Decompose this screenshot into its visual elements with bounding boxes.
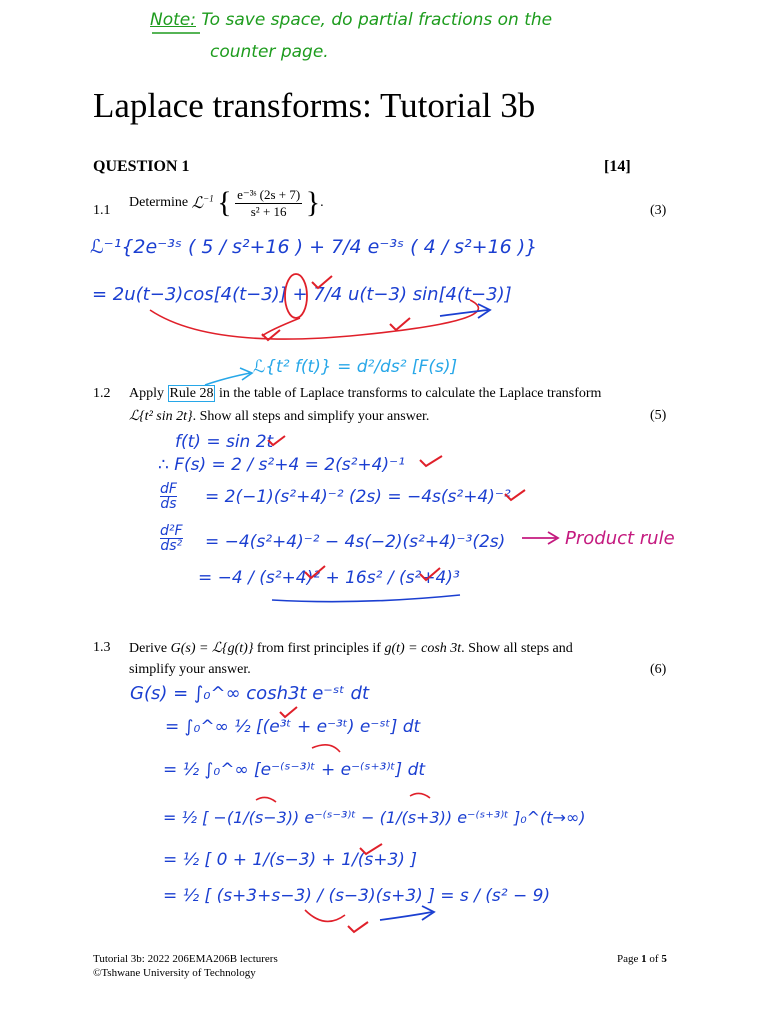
product-rule-note: Product rule xyxy=(565,528,675,549)
q1-1-number: 1.1 xyxy=(93,203,111,218)
footer-left-2: ©Tshwane University of Technology xyxy=(93,967,256,979)
red-arc-6 xyxy=(305,910,345,921)
footer-left-1: Tutorial 3b: 2022 206EMA206B lecturers xyxy=(93,953,278,965)
blue-underline xyxy=(272,595,460,602)
answer-1-2-line-2: ∴ F(s) = 2 / s²+4 = 2(s²+4)⁻¹ xyxy=(158,455,405,475)
brace-open: { xyxy=(217,186,232,219)
tick-mark xyxy=(262,330,280,340)
red-arc-4 xyxy=(256,797,276,802)
question-total: [14] xyxy=(604,158,631,175)
q1-2-text xyxy=(129,386,601,402)
blue-arrow xyxy=(440,310,488,316)
cyan-arrow xyxy=(205,373,250,385)
brace-close: } xyxy=(305,186,321,219)
tick-mark xyxy=(390,318,410,330)
q1-2-expression: ℒ{t² sin 2t} xyxy=(129,409,193,424)
answer-1-1-line-2: = 2u(t−3)cos[4(t−3)] + 7/4 u(t−3) sin[4(t−3)] xyxy=(92,284,512,305)
answer-1-3-line-3: = ½ ∫₀^∞ [e⁻⁽ˢ⁻³⁾ᵗ + e⁻⁽ˢ⁺³⁾ᵗ] dt xyxy=(163,760,426,780)
answer-1-3-line-2: = ∫₀^∞ ½ [(e³ᵗ + e⁻³ᵗ) e⁻ˢᵗ] dt xyxy=(165,717,421,737)
red-arc-2 xyxy=(262,318,300,336)
q1-1-numerator: e⁻³ˢ (2s + 7) xyxy=(237,186,301,202)
tick-mark xyxy=(280,707,297,717)
q1-3-number: 1.3 xyxy=(93,640,111,655)
answer-1-3-line-4: = ½ [ −(1/(s−3)) e⁻⁽ˢ⁻³⁾ᵗ − (1/(s+3)) e⁻⁽ˢ⁺³⁾ᵗ ]₀^(t→∞) xyxy=(163,808,586,827)
answer-1-2-line-3: = 2(−1)(s²+4)⁻² (2s) = −4s(s²+4)⁻² xyxy=(205,487,511,507)
q1-2-number: 1.2 xyxy=(93,386,111,401)
red-arc-3 xyxy=(312,745,340,752)
blue-arrowhead-2 xyxy=(422,906,434,920)
q1-3-derive: Derive xyxy=(129,641,168,656)
question-label: QUESTION 1 xyxy=(93,158,190,175)
q1-3-text-c: . Show all steps and xyxy=(461,641,573,656)
q1-2-text-c: . Show all steps and simplify your answer. xyxy=(192,409,430,424)
tick-mark xyxy=(420,456,442,466)
answer-1-3-line-1: G(s) = ∫₀^∞ cosh3t e⁻ˢᵗ dt xyxy=(130,683,370,704)
answer-1-1-line-1: ℒ⁻¹{2e⁻³ˢ ( 5 / s²+16 ) + 7/4 e⁻³ˢ ( 4 / s²+16 )} xyxy=(90,236,538,258)
note-line-1 xyxy=(150,10,552,30)
answer-1-2-d2F-ds2: d²F ds² xyxy=(160,523,183,554)
blue-arrow-2 xyxy=(380,912,432,920)
page-number: Page 1 of 5 xyxy=(617,953,667,965)
answer-1-3-line-5: = ½ [ 0 + 1/(s−3) + 1/(s+3) ] xyxy=(163,850,417,870)
q1-3-expression-2: g(t) = cosh 3t xyxy=(384,641,462,656)
q1-3-text xyxy=(129,640,573,657)
answer-1-2-line-5: = −4 / (s²+4)² + 16s² / (s²+4)³ xyxy=(198,568,460,588)
blue-arrowhead xyxy=(478,304,490,318)
note-line-2: counter page. xyxy=(210,42,329,62)
answer-1-3-line-6: = ½ [ (s+3+s−3) / (s−3)(s+3) ] = s / (s² − 9) xyxy=(163,886,551,906)
q1-3-text-2: simplify your answer. xyxy=(129,662,251,677)
rule-28-highlight: Rule 28 xyxy=(169,386,214,401)
q1-3-expression-1: G(s) = ℒ{g(t)} xyxy=(170,641,254,656)
cyan-arrowhead xyxy=(240,368,252,380)
answer-1-2-dF-ds: dF ds xyxy=(160,481,177,512)
answer-1-2-line-4: = −4(s²+4)⁻² − 4s(−2)(s²+4)⁻³(2s) xyxy=(205,532,506,552)
q1-1-fraction xyxy=(235,187,302,220)
answer-1-2-line-1: f(t) = sin 2t xyxy=(175,432,274,452)
q1-2-apply: Apply xyxy=(129,386,164,401)
q1-2-text-2 xyxy=(129,408,429,425)
q1-1-label: Determine xyxy=(129,195,189,210)
red-arc-5 xyxy=(410,793,430,798)
magenta-arrowhead xyxy=(548,532,558,544)
q1-1-text: Determine ℒ$^{-1}$ { $\frac{\text{e⁻³ˢ (2s + 7)}}{\text{s² + 16}}$ }. xyxy=(129,186,324,219)
note-label: Note: xyxy=(150,10,196,30)
tick-mark xyxy=(348,922,368,932)
note-text: To save space, do partial fractions on the xyxy=(201,10,553,30)
red-arc-1 xyxy=(150,300,478,339)
q1-3-text-b: from first principles if xyxy=(256,641,381,656)
q1-2-text-b: in the table of Laplace transforms to calculate the Laplace transform xyxy=(218,386,602,401)
q1-2-marks: (5) xyxy=(650,408,667,423)
q1-1-marks: (3) xyxy=(650,203,667,218)
q1-1-denominator: s² + 16 xyxy=(250,203,287,219)
rule-28-hint: ℒ{t² f(t)} = d²/ds² [F(s)] xyxy=(253,357,458,377)
page-title: Laplace transforms: Tutorial 3b xyxy=(93,86,536,125)
q1-3-marks: (6) xyxy=(650,662,667,677)
inverse-laplace-symbol: ℒ$^{-1}$ xyxy=(191,193,214,212)
